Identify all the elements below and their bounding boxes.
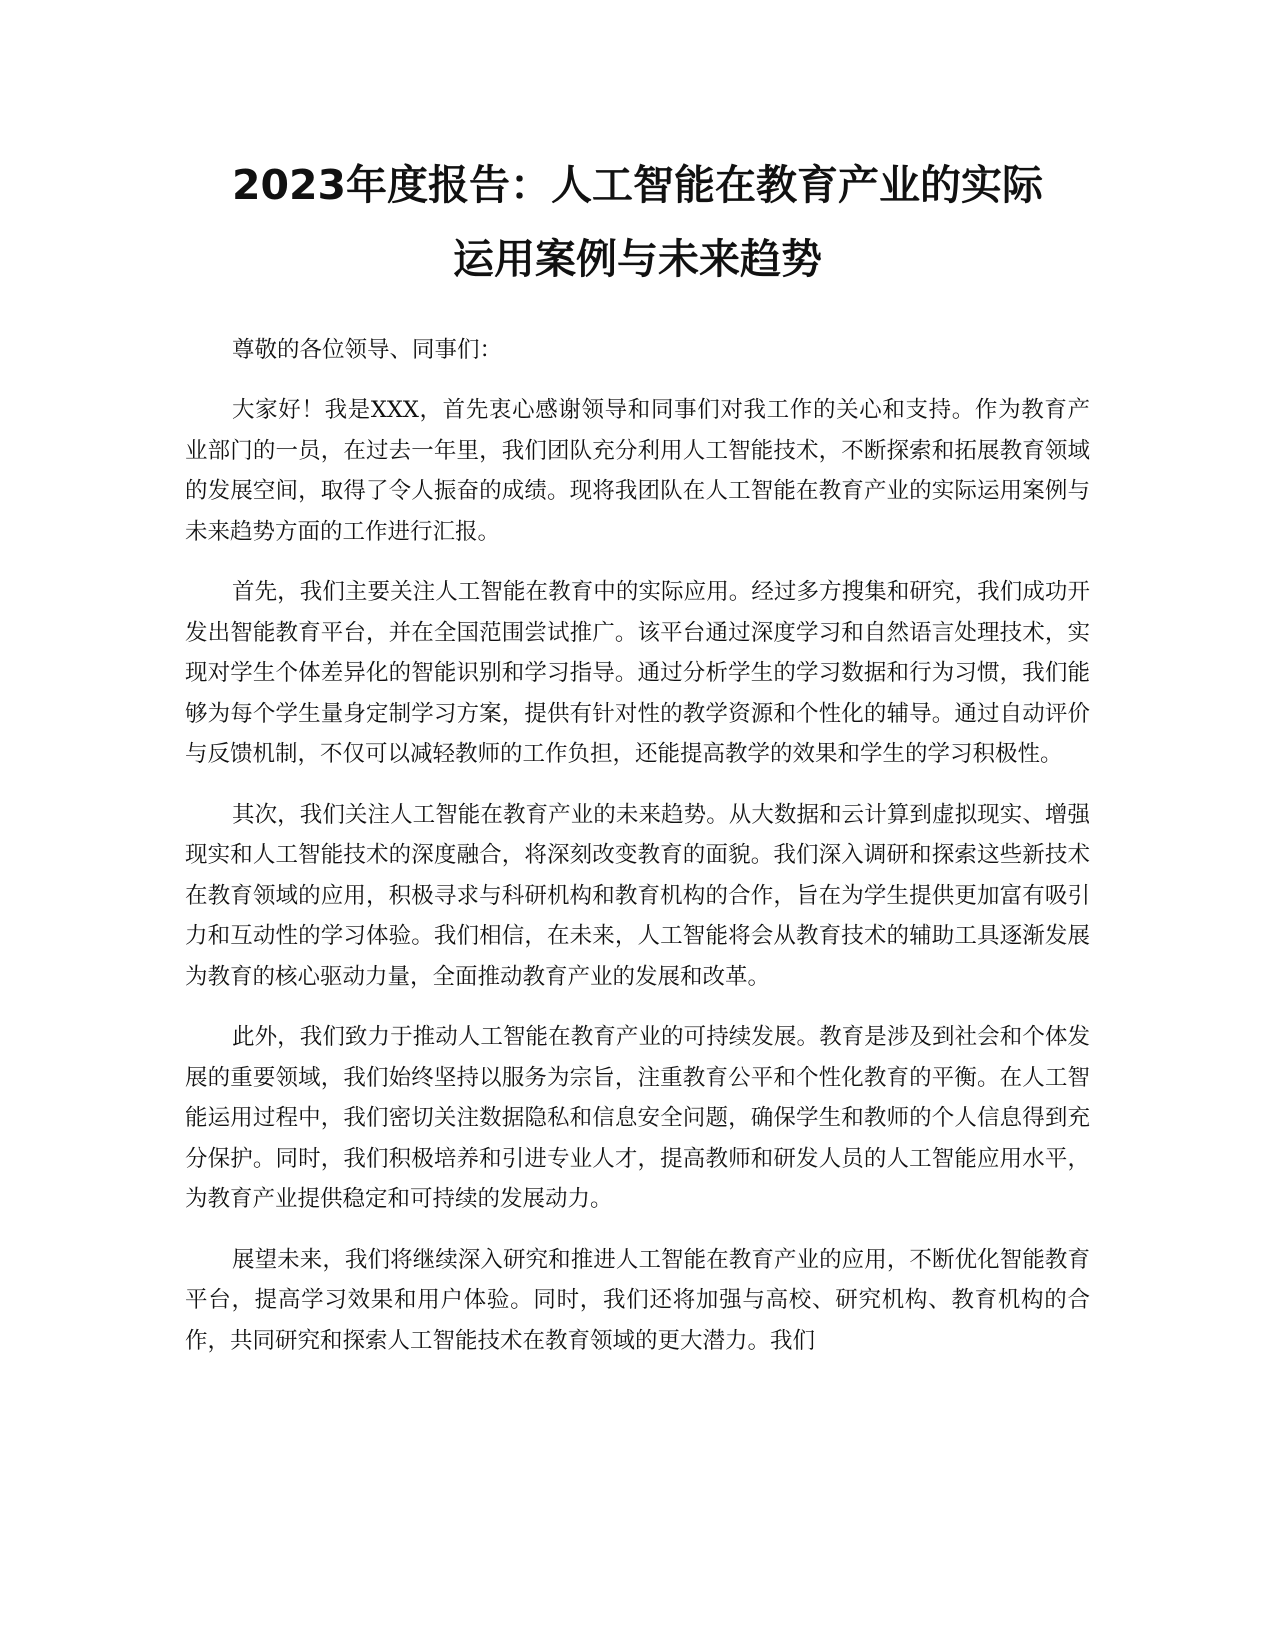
document-page xyxy=(185,148,1090,1361)
paragraph-5: 展望未来，我们将继续深入研究和推进人工智能在教育产业的应用，不断优化智能教育平台，提高学习效果和用户体验。同时，我们还将加强与高校、研究机构、教育机构的合作，共同研究和探索人工智能技术在教育领域的更大潜力。我们 xyxy=(185,1246,1090,1354)
paragraph-4: 此外，我们致力于推动人工智能在教育产业的可持续发展。教育是涉及到社会和个体发展的重要领域，我们始终坚持以服务为宗旨，注重教育公平和个性化教育的平衡。在人工智能运用过程中，我们密切关注数据隐私和信息安全问题，确保学生和教师的个人信息得到充分保护。同时，我们积极培养和引进专业人才，提高教师和研发人员的人工智能应用水平，为教育产业提供稳定和可持续的发展动力。 xyxy=(185,1024,1090,1212)
title-line-2: 运用案例与未来趋势 xyxy=(453,235,822,283)
greeting: 尊敬的各位领导、同事们： xyxy=(232,337,503,363)
document-title xyxy=(185,148,1090,296)
paragraph-1: 大家好！我是XXX，首先衷心感谢领导和同事们对我工作的关心和支持。作为教育产业部门的一员，在过去一年里，我们团队充分利用人工智能技术，不断探索和拓展教育领域的发展空间，取得了令人振奋的成绩。现将我团队在人工智能在教育产业的实际运用案例与未来趋势方面的工作进行汇报。 xyxy=(185,397,1090,545)
paragraph-2: 首先，我们主要关注人工智能在教育中的实际应用。经过多方搜集和研究，我们成功开发出智能教育平台，并在全国范围尝试推广。该平台通过深度学习和自然语言处理技术，实现对学生个体差异化的智能识别和学习指导。通过分析学生的学习数据和行为习惯，我们能够为每个学生量身定制学习方案，提供有针对性的教学资源和个性化的辅导。通过自动评价与反馈机制，不仅可以减轻教师的工作负担，还能提高教学的效果和学生的学习积极性。 xyxy=(185,579,1090,767)
paragraph-3: 其次，我们关注人工智能在教育产业的未来趋势。从大数据和云计算到虚拟现实、增强现实和人工智能技术的深度融合，将深刻改变教育的面貌。我们深入调研和探索这些新技术在教育领域的应用，积极寻求与科研机构和教育机构的合作，旨在为学生提供更加富有吸引力和互动性的学习体验。我们相信，在未来，人工智能将会从教育技术的辅助工具逐渐发展为教育的核心驱动力量，全面推动教育产业的发展和改革。 xyxy=(185,801,1090,990)
title-line-1: 2023年度报告：人工智能在教育产业的实际 xyxy=(231,161,1044,209)
